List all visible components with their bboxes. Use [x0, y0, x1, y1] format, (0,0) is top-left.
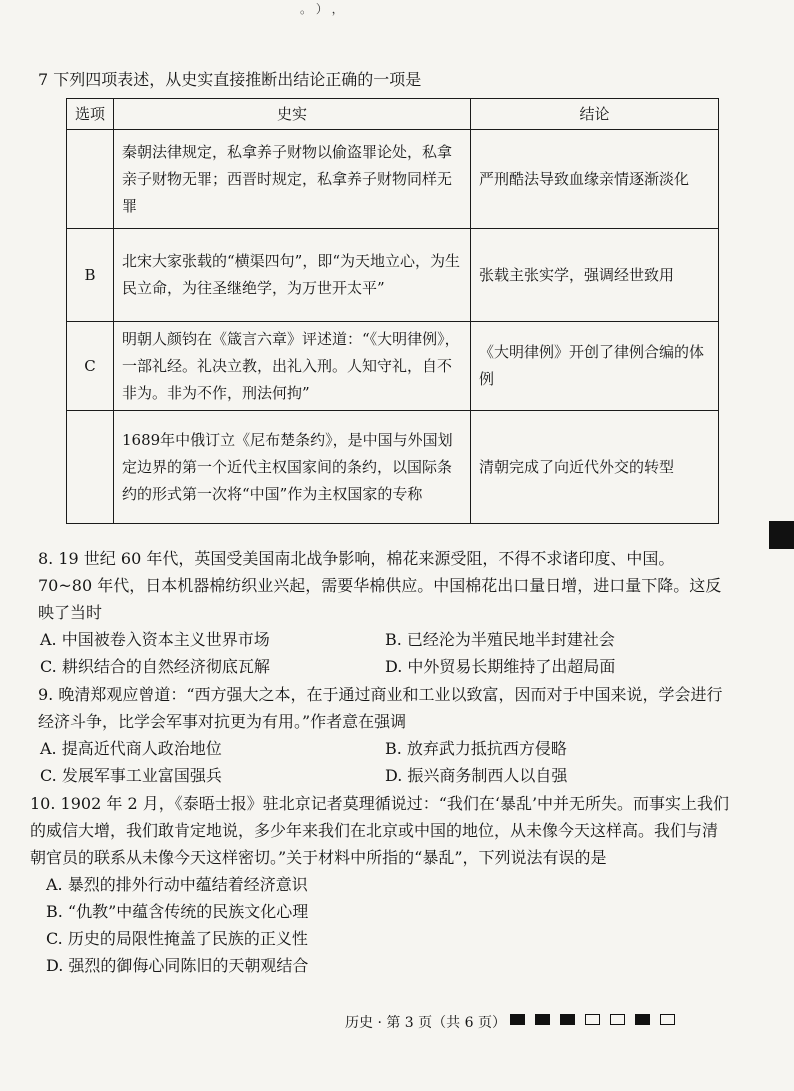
option-b[interactable]: B. “仇教”中蕴含传统的民族文化心理	[46, 902, 309, 921]
options	[38, 626, 794, 680]
question-number: 8.	[38, 549, 54, 568]
option-a[interactable]: A. 中国被卷入资本主义世界市场	[40, 630, 270, 649]
option-c[interactable]: C. 耕织结合的自然经济彻底瓦解	[40, 657, 270, 676]
option-c[interactable]: C. 发展军事工业富国强兵	[40, 766, 222, 785]
option-d[interactable]: D. 强烈的御侮心同陈旧的天朝观结合	[46, 956, 309, 975]
row-conclusion: 严刑酷法导致血缘亲情逐渐淡化	[471, 130, 719, 229]
row-fact: 1689年中俄订立《尼布楚条约》，是中国与外国划定边界的第一个近代主权国家间的条约，以国际条约的形式第一次将“中国”作为主权国家的专称	[114, 411, 471, 524]
hollow-square-icon	[610, 1014, 625, 1025]
option-d[interactable]: D. 振兴商务制西人以自强	[385, 766, 568, 785]
row-option: C	[67, 322, 114, 411]
hollow-square-icon	[585, 1014, 600, 1025]
option-d[interactable]: D. 中外贸易长期维持了出超局面	[385, 657, 616, 676]
row-fact: 北宋大家张载的“横渠四句”，即“为天地立心，为生民立命，为往圣继绝学，为万世开太平”	[114, 229, 471, 322]
question-8	[38, 545, 794, 680]
question-text: 19 世纪 60 年代，英国受美国南北战争影响，棉花来源受阻，不得不求诸印度、中国。70~80 年代，日本机器棉纺织业兴起，需要华棉供应。中国棉花出口量日增，进口量下降。这反映了当时	[38, 549, 722, 622]
col-header-fact: 史实	[114, 99, 471, 130]
row-option	[67, 130, 114, 229]
question-text: 下列四项表述，从史实直接推断出结论正确的一项是	[53, 70, 422, 89]
option-c[interactable]: C. 历史的局限性掩盖了民族的正义性	[46, 929, 308, 948]
option-a[interactable]: A. 暴烈的排外行动中蕴结着经济意识	[46, 875, 308, 894]
question-8-stem	[38, 545, 728, 626]
option-a[interactable]: A. 提高近代商人政治地位	[40, 739, 222, 758]
row-conclusion: 张载主张实学，强调经世致用	[471, 229, 719, 322]
hollow-square-icon	[660, 1014, 675, 1025]
question-text: 晚清郑观应曾道：“西方强大之本，在于通过商业和工业以致富，因而对于中国来说，学会进行经济斗争，比学会军事对抗更为有用。”作者意在强调	[38, 685, 723, 731]
page-number: 历史 · 第 3 页（共 6 页）	[345, 1015, 506, 1031]
table-row	[67, 229, 719, 322]
row-conclusion: 清朝完成了向近代外交的转型	[471, 411, 719, 524]
question-10-stem	[30, 790, 730, 871]
footer-marks	[510, 1014, 675, 1025]
filled-square-icon	[535, 1014, 550, 1025]
filled-square-icon	[560, 1014, 575, 1025]
col-header-conclusion: 结论	[471, 99, 719, 130]
options	[30, 871, 730, 979]
row-fact: 明朝人颜钧在《箴言六章》评述道：“《大明律例》，一部礼经。礼决立教，出礼入刑。人知守礼，自不非为。非为不作，刑法何拘”	[114, 322, 471, 411]
row-fact: 秦朝法律规定，私拿养子财物以偷盗罪论处，私拿亲子财物无罪；西晋时规定，私拿养子财物同样无罪	[114, 130, 471, 229]
question-10	[30, 790, 730, 979]
question-number: 7	[38, 70, 49, 89]
question-9	[38, 681, 794, 789]
table-row	[67, 322, 719, 411]
option-b[interactable]: B. 已经沦为半殖民地半封建社会	[385, 630, 615, 649]
history-table	[66, 98, 719, 524]
question-9-stem	[38, 681, 728, 735]
question-number: 10.	[30, 794, 56, 813]
option-b[interactable]: B. 放弃武力抵抗西方侵略	[385, 739, 567, 758]
top-cropped-text: 。 ） ，	[300, 2, 344, 16]
options	[38, 735, 794, 789]
filled-square-icon	[635, 1014, 650, 1025]
col-header-option: 选项	[67, 99, 114, 130]
row-option: B	[67, 229, 114, 322]
filled-square-icon	[510, 1014, 525, 1025]
question-7-stem	[38, 66, 738, 93]
row-option	[67, 411, 114, 524]
question-number: 9.	[38, 685, 54, 704]
table-row	[67, 411, 719, 524]
question-text: 1902 年 2 月，《泰晤士报》驻北京记者莫理循说过：“我们在‘暴乱’中并无所失。而事实上我们的威信大增，我们敢肯定地说，多少年来我们在北京或中国的地位，从未像今天这样高。我们与清朝官员的联系从未像今天这样密切。”关于材料中所指的“暴乱”，下列说法有误的是	[30, 794, 730, 867]
table-row	[67, 130, 719, 229]
row-conclusion: 《大明律例》开创了律例合编的体例	[471, 322, 719, 411]
